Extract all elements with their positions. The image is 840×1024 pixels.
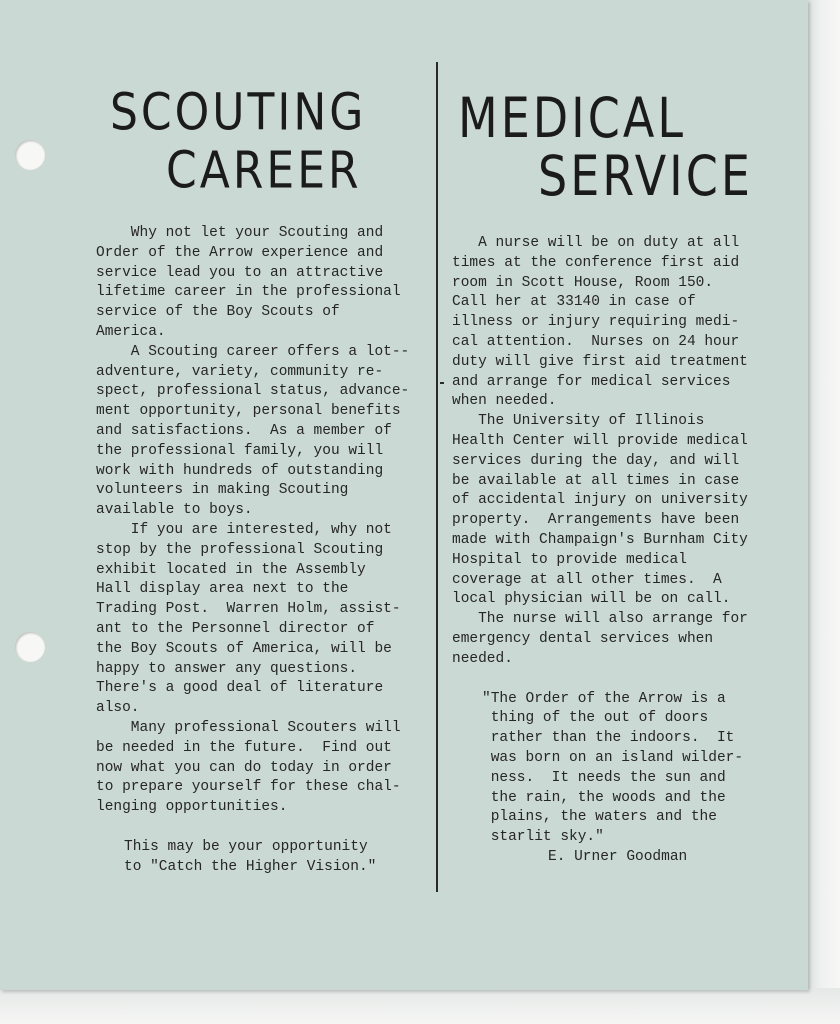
scanner-background-right — [806, 0, 840, 1024]
scouting-career-body: Why not let your Scouting and Order of the Arrow experience and service lead you to an attractive lifetime career in the professional service of the Boy Scouts of America. A Scouting career offers a lot-- adventure, variety, community re- spect, professional status, advance- ment opportunity, personal benefits and satisfactions. As a member of the professional family, you will work with hundreds of outstanding volunteers in making Scouting available to boys. If you are interested, why not stop by the professional Scouting exhibit located in the Assembly Hall display area next to the Trading Post. Warren Holm, assist- ant to the Personnel director of the Boy Scouts of America, will be happy to answer any questions. There's a good deal of literature also. Many professional Scouters will be needed in the future. Find out now what you can do today in order to prepare yourself for these chal- lenging opportunities. — [96, 225, 410, 816]
scouting-career-headline-line2: CAREER — [166, 141, 362, 201]
scanner-background-bottom — [0, 988, 840, 1024]
punch-hole-bottom — [15, 632, 45, 662]
medical-service-body: A nurse will be on duty at all times at the conference first aid room in Scott House, Room 150. Call her at 33140 in case of illness or injury requiring medi- cal attention. Nurses on 24 hour duty will give first aid treatment and arrange for medical services when needed. The University of Illinois Health Center will provide medical services during the day, and will be available at all times in case of accidental injury on university property. Arrangements have been made with Champaign's Burnham City Hospital to provide medical coverage at all other times. A local physician will be on call. The nurse will also arrange for emergency dental services when needed. — [452, 235, 748, 667]
scouting-career-closing: This may be your opportunity to "Catch the Higher Vision." — [124, 838, 377, 875]
scouting-career-headline-line1: SCOUTING — [110, 83, 367, 143]
medical-service-headline-line1: MEDICAL — [458, 85, 686, 150]
scouting-career-column — [96, 83, 438, 878]
goodman-quote: "The Order of the Arrow is a thing of the out of doors rather than the indoors. It was born on an island wilder- ness. It needs the sun and the rain, the woods and the plains, the waters and the starlit sky." — [482, 690, 744, 846]
medical-service-headline-line2: SERVICE — [538, 143, 753, 208]
medical-service-column — [452, 85, 804, 868]
divider-mark — [440, 382, 444, 384]
punch-hole-top — [15, 140, 45, 170]
quote-attribution: E. Urner Goodman — [548, 848, 688, 865]
